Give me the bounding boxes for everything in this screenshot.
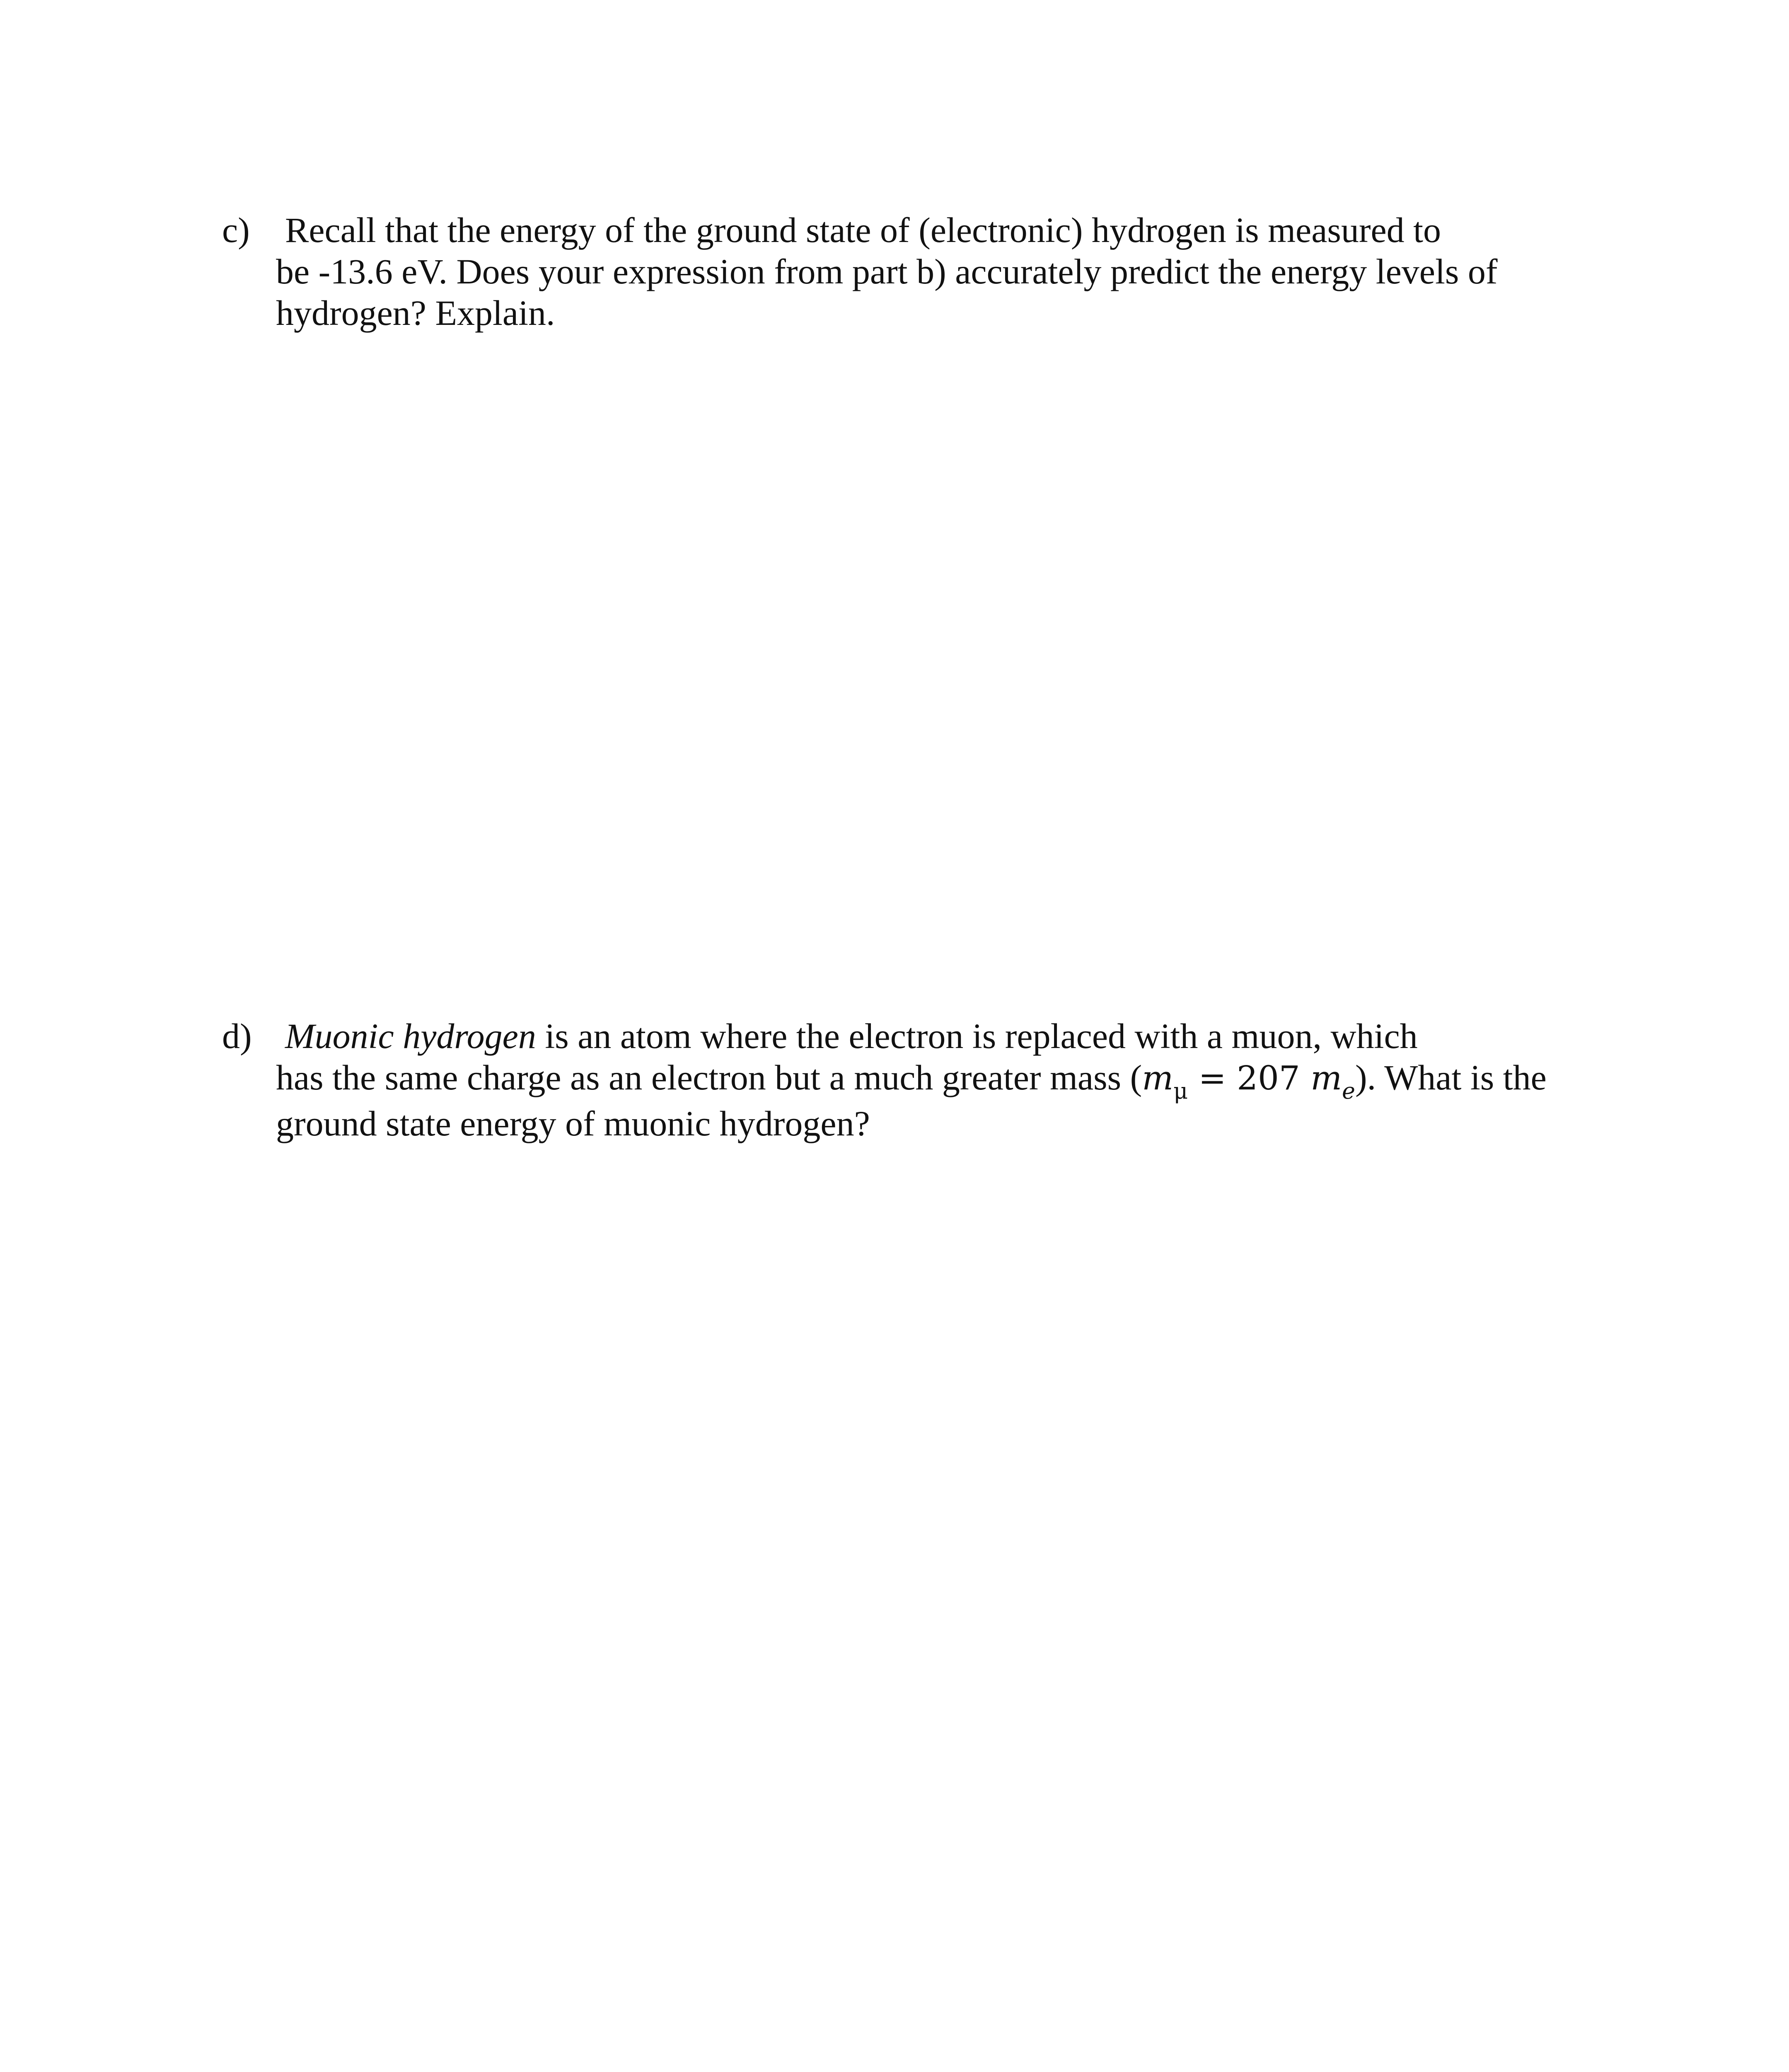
mass-muon-symbol: m bbox=[1142, 1059, 1174, 1097]
question-d-line-1 bbox=[222, 1015, 1589, 1057]
question-d bbox=[222, 1015, 1589, 1144]
question-d-line-2-text: has the same charge as an electron but a much greater mass ( bbox=[276, 1058, 1142, 1097]
mass-electron-symbol: m bbox=[1310, 1059, 1342, 1097]
question-d-line-1-text: is an atom where the electron is replaced with a muon, which bbox=[536, 1016, 1418, 1056]
question-c bbox=[222, 209, 1589, 334]
e-subscript: e bbox=[1342, 1078, 1356, 1104]
question-c-marker: c) bbox=[222, 210, 250, 250]
question-c-line-2: be -13.6 eV. Does your expression from part b) accurately predict the energy levels of bbox=[276, 252, 1498, 291]
question-c-line-3: hydrogen? Explain. bbox=[276, 293, 555, 333]
mu-subscript: μ bbox=[1173, 1078, 1188, 1104]
mass-equation: = 207 bbox=[1188, 1059, 1311, 1097]
question-d-line-3: ground state energy of muonic hydrogen? bbox=[276, 1104, 870, 1143]
question-d-marker: d) bbox=[222, 1016, 252, 1056]
question-d-line-2 bbox=[222, 1057, 1589, 1103]
question-c-line-1: Recall that the energy of the ground state of (electronic) hydrogen is measured to bbox=[285, 210, 1441, 250]
muonic-hydrogen-term: Muonic hydrogen bbox=[285, 1016, 536, 1056]
question-d-line-2-end: ). What is the bbox=[1355, 1058, 1547, 1097]
